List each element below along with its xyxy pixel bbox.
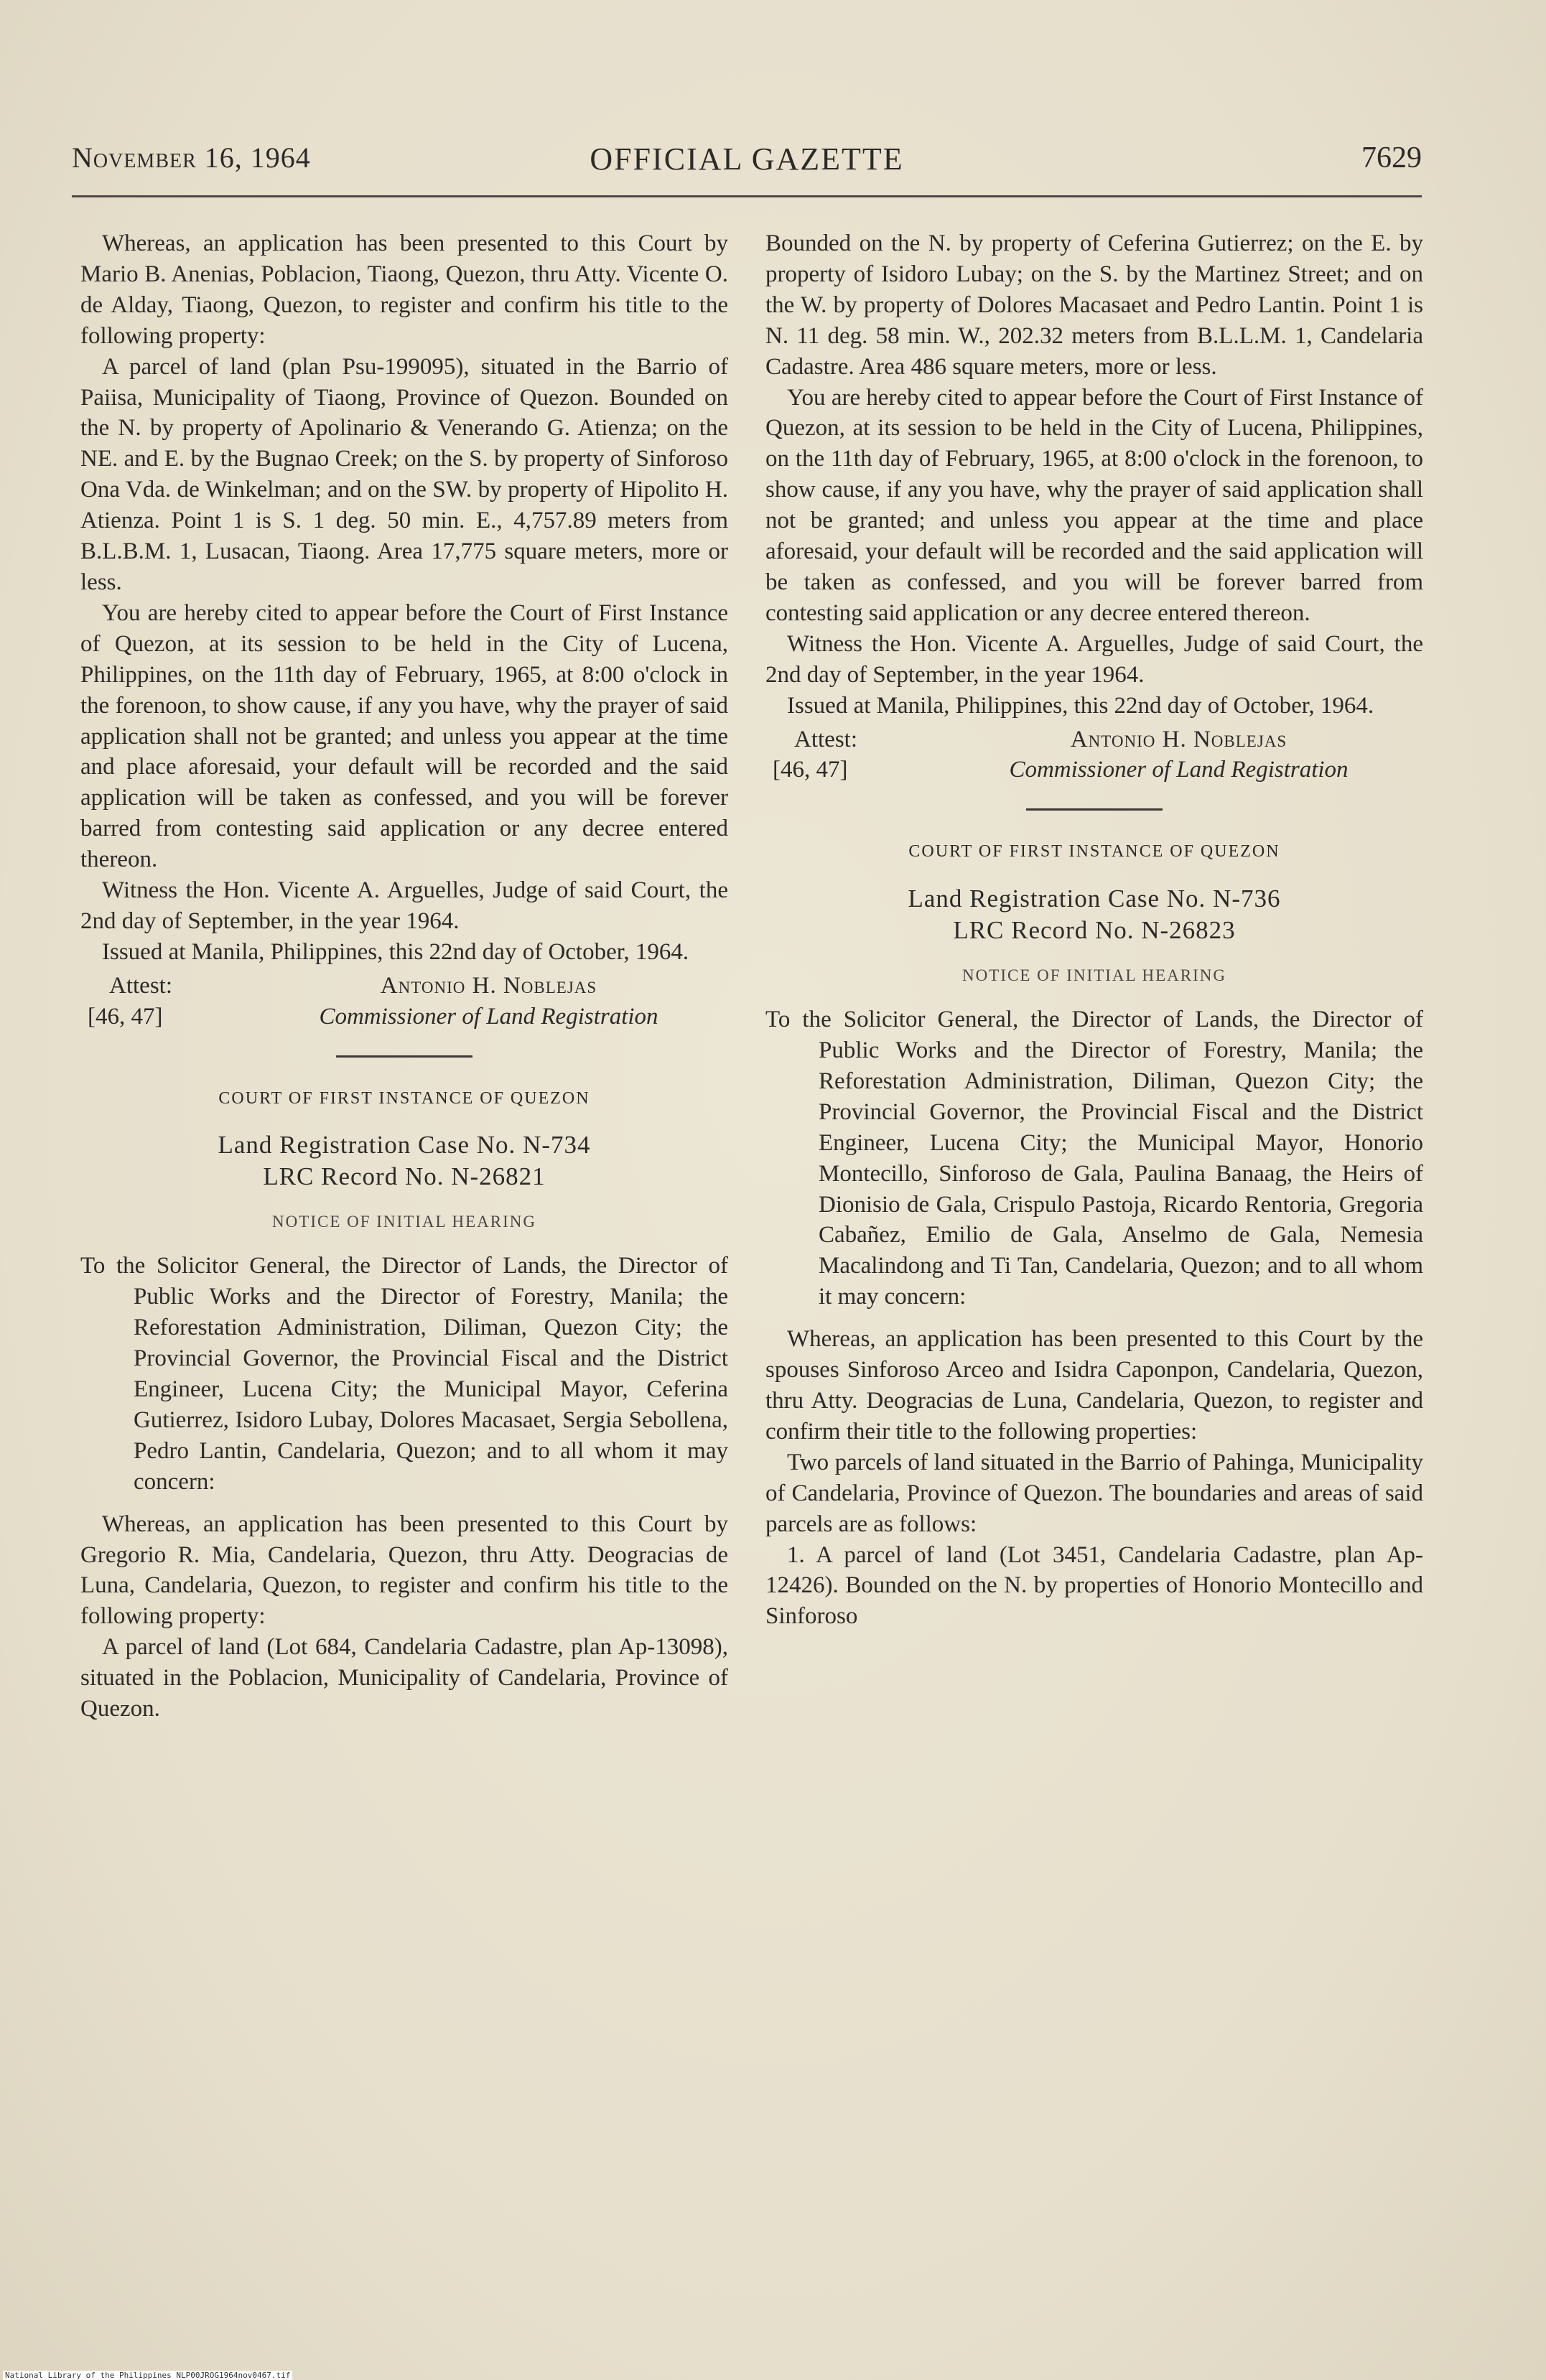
- record-number: LRC Record No. N-26821: [263, 1162, 546, 1191]
- paragraph: Issued at Manila, Philippines, this 22nd day of October, 1964.: [787, 692, 1374, 719]
- left-column: [80, 228, 728, 1725]
- page-header: [72, 141, 1422, 184]
- attest-block: [80, 971, 728, 1032]
- signer-title: Commissioner of Land Registration: [1009, 757, 1349, 783]
- section-divider: [336, 1055, 472, 1058]
- section-divider: [1026, 808, 1163, 811]
- paragraph: 1. A parcel of land (Lot 3451, Candelaria Cadastre, plan Ap-12426). Bounded on the N. by properties of Honorio Montecillo and Sinforoso: [765, 1541, 1423, 1630]
- paragraph: Whereas, an application has been presented to this Court by Mario B. Anenias, Poblacion, Tiaong, Quezon, thru Atty. Vicente O. de Alday, Tiaong, Quezon, to register and confirm his title to the following property:: [80, 230, 728, 349]
- paragraph: Witness the Hon. Vicente A. Arguelles, Judge of said Court, the 2nd day of September, in the year 1964.: [80, 877, 728, 934]
- addressees: To the Solicitor General, the Director of Lands, the Director of Public Works and the Director of Forestry, Manila; the Reforestation Administration, Diliman, Quezon City; the Provincial Governor, the Provincial Fiscal and the District Engineer, Lucena City; the Municipal Mayor, Honorio Montecillo, Sinforoso de Gala, Paulina Banaag, the Heirs of Dionisio de Gala, Crispulo Pastoja, Ricardo Rentoria, Gregoria Cabañez, Emilio de Gala, Anselmo de Gala, Nemesia Macalindong and Ti Tan, Candelaria, Quezon; and to all whom it may concern:: [765, 1007, 1423, 1310]
- notice-heading: NOTICE OF INITIAL HEARING: [272, 1213, 536, 1231]
- paragraph: Bounded on the N. by property of Ceferina Gutierrez; on the E. by property of Isidoro Lubay; on the S. by the Martinez Street; and on the W. by property of Dolores Macasaet and Pedro Lantin. Point 1 is N. 11 deg. 58 min. W., 202.32 meters from B.L.L.M. 1, Candelaria Cadastre. Area 486 square meters, more or less.: [765, 230, 1423, 380]
- right-column: [765, 228, 1423, 1632]
- paragraph: A parcel of land (Lot 684, Candelaria Cadastre, plan Ap-13098), situated in the Poblacion, Municipality of Candelaria, Province of Quezon.: [80, 1634, 728, 1722]
- paragraph: Whereas, an application has been presented to this Court by the spouses Sinforoso Arceo and Isidra Caponpon, Candelaria, Quezon, thru Atty. Deogracias de Luna, Candelaria, Quezon, to register and confirm their title to the following properties:: [765, 1326, 1423, 1445]
- paragraph: Whereas, an application has been presented to this Court by Gregorio R. Mia, Candelaria, Quezon, thru Atty. Deogracias de Luna, Candelaria, Quezon, to register and confirm his title to the following property:: [80, 1511, 728, 1630]
- attest-label: Attest:: [794, 726, 857, 752]
- signer-name: Antonio H. Noblejas: [380, 972, 597, 999]
- header-rule: [72, 195, 1422, 197]
- court-heading: COURT OF FIRST INSTANCE OF QUEZON: [908, 842, 1280, 862]
- signer-title: Commissioner of Land Registration: [319, 1003, 658, 1030]
- record-number: LRC Record No. N-26823: [953, 916, 1236, 945]
- paragraph: Witness the Hon. Vicente A. Arguelles, Judge of said Court, the 2nd day of September, in the year 1964.: [765, 630, 1423, 688]
- signer-name: Antonio H. Noblejas: [1070, 726, 1287, 752]
- paragraph: Issued at Manila, Philippines, this 22nd day of October, 1964.: [102, 938, 689, 965]
- notice-heading: NOTICE OF INITIAL HEARING: [962, 966, 1226, 985]
- reference-number: [46, 47]: [773, 757, 848, 783]
- case-number: Land Registration Case No. N-736: [908, 885, 1281, 913]
- attest-label: Attest:: [109, 972, 172, 999]
- page-number: 7629: [1361, 141, 1422, 174]
- court-heading: COURT OF FIRST INSTANCE OF QUEZON: [218, 1088, 590, 1108]
- scan-footer: National Library of the Philippines NLP00JROG1964nov0467.tif: [3, 2371, 292, 2380]
- paragraph: Two parcels of land situated in the Barrio of Pahinga, Municipality of Candelaria, Province of Quezon. The boundaries and areas of said parcels are as follows:: [765, 1449, 1423, 1537]
- issue-date: November 16, 1964: [72, 141, 311, 174]
- publication-title: OFFICIAL GAZETTE: [590, 141, 904, 177]
- addressees: To the Solicitor General, the Director of Lands, the Director of Public Works and the Director of Forestry, Manila; the Reforestation Administration, Diliman, Quezon City; the Provincial Governor, the Provincial Fiscal and the District Engineer, Lucena City; the Municipal Mayor, Ceferina Gutierrez, Isidoro Lubay, Dolores Macasaet, Sergia Sebollena, Pedro Lantin, Candelaria, Quezon; and to all whom it may concern:: [80, 1253, 728, 1495]
- paragraph: You are hereby cited to appear before the Court of First Instance of Quezon, at its session to be held in the City of Lucena, Philippines, on the 11th day of February, 1965, at 8:00 o'clock in the forenoon, to show cause, if any you have, why the prayer of said application shall not be granted; and unless you appear at the time and place aforesaid, your default will be recorded and the said application will be taken as confessed, and you will be forever barred from contesting said application or any decree entered thereon.: [765, 384, 1423, 626]
- paragraph: A parcel of land (plan Psu-199095), situated in the Barrio of Paiisa, Municipality of Tiaong, Province of Quezon. Bounded on the N. by property of Apolinario & Venerando G. Atienza; on the NE. and E. by the Bugnao Creek; on the S. by property of Sinforoso Ona Vda. de Winkelman; and on the SW. by property of Hipolito H. Atienza. Point 1 is S. 1 deg. 50 min. E., 4,757.89 meters from B.L.B.M. 1, Lusacan, Tiaong. Area 17,775 square meters, more or less.: [80, 353, 728, 595]
- attest-block: [765, 724, 1423, 786]
- case-number: Land Registration Case No. N-734: [218, 1131, 591, 1159]
- paragraph: You are hereby cited to appear before the Court of First Instance of Quezon, at its session to be held in the City of Lucena, Philippines, on the 11th day of February, 1965, at 8:00 o'clock in the forenoon, to show cause, if any you have, why the prayer of said application shall not be granted; and unless you appear at the time and place aforesaid, your default will be recorded and the said application will be taken as confessed, and you will be forever barred from contesting said application or any decree entered thereon.: [80, 599, 728, 873]
- reference-number: [46, 47]: [88, 1003, 163, 1030]
